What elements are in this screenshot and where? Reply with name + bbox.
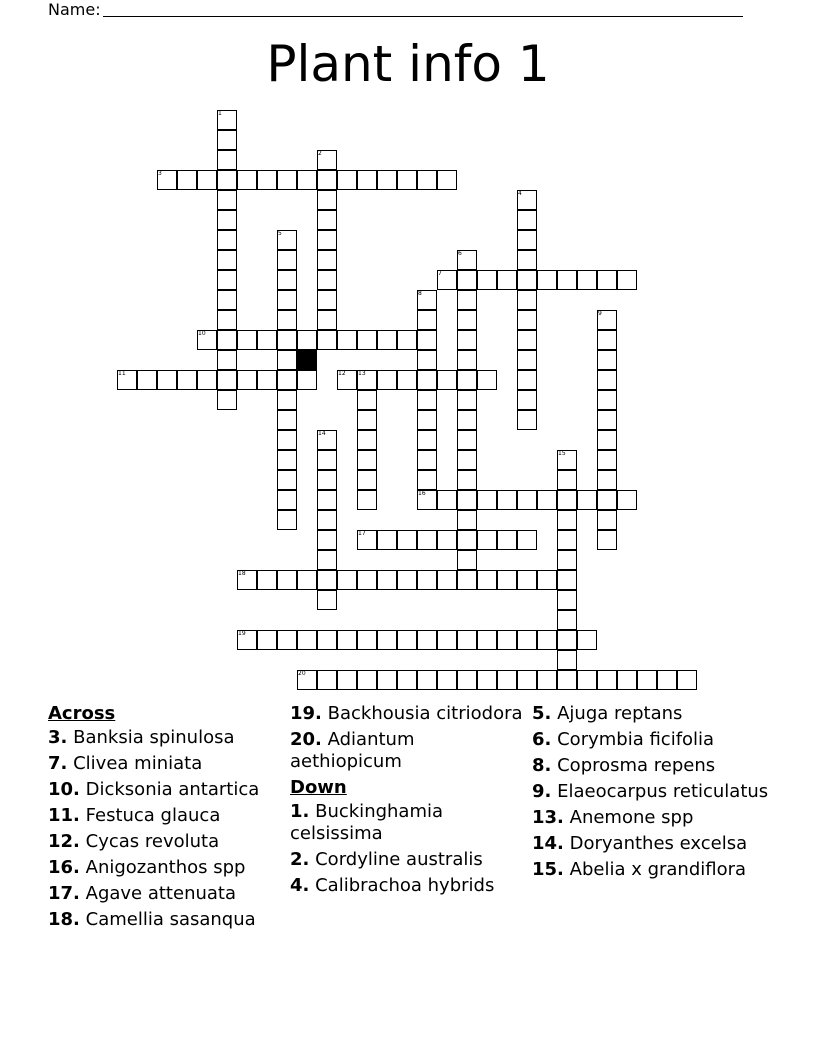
grid-cell[interactable]	[317, 530, 337, 550]
grid-cell[interactable]	[517, 570, 537, 590]
grid-cell[interactable]	[317, 490, 337, 510]
grid-cell[interactable]	[417, 530, 437, 550]
grid-cell[interactable]	[557, 570, 577, 590]
across-clue: 17. Agave attenuata	[48, 883, 236, 904]
cell-number: 9	[598, 310, 602, 317]
grid-cell[interactable]	[617, 270, 637, 290]
down-clue: 8. Coprosma repens	[532, 755, 716, 776]
grid-cell[interactable]	[317, 450, 337, 470]
grid-cell[interactable]	[217, 230, 237, 250]
grid-cell[interactable]	[397, 530, 417, 550]
grid-cell[interactable]	[517, 630, 537, 650]
grid-cell[interactable]	[597, 330, 617, 350]
grid-cell[interactable]	[677, 670, 697, 690]
grid-cell[interactable]	[477, 630, 497, 650]
across-clue: 19. Backhousia citriodora	[290, 703, 523, 724]
grid-cell[interactable]	[457, 370, 477, 390]
grid-cell[interactable]	[417, 450, 437, 470]
down-clue: 9. Elaeocarpus reticulatus	[532, 781, 769, 802]
black-cell	[297, 350, 317, 370]
cell-number: 5	[278, 230, 282, 237]
name-label: Name:	[48, 0, 101, 19]
grid-cell[interactable]	[617, 490, 637, 510]
clues-column-2	[290, 703, 530, 901]
grid-cell[interactable]	[457, 310, 477, 330]
cell-number: 19	[238, 630, 246, 637]
grid-cell[interactable]	[417, 570, 437, 590]
grid-cell[interactable]	[277, 390, 297, 410]
grid-cell[interactable]	[597, 670, 617, 690]
grid-cell[interactable]	[417, 170, 437, 190]
clues-column-1	[48, 703, 288, 935]
grid-cell[interactable]	[397, 570, 417, 590]
across-clue: 18. Camellia sasanqua	[48, 909, 256, 930]
grid-cell[interactable]	[457, 470, 477, 490]
grid-cell[interactable]	[477, 490, 497, 510]
grid-cell[interactable]	[457, 330, 477, 350]
grid-cell[interactable]	[237, 170, 257, 190]
grid-cell[interactable]	[177, 170, 197, 190]
down-heading: Down	[290, 777, 347, 798]
grid-cell[interactable]	[557, 590, 577, 610]
grid-cell[interactable]	[277, 570, 297, 590]
grid-cell[interactable]	[537, 570, 557, 590]
grid-cell[interactable]	[397, 330, 417, 350]
grid-cell[interactable]	[517, 410, 537, 430]
grid-cell[interactable]	[417, 390, 437, 410]
grid-cell[interactable]	[217, 270, 237, 290]
grid-cell[interactable]	[437, 490, 457, 510]
grid-cell[interactable]	[577, 270, 597, 290]
grid-cell[interactable]	[357, 390, 377, 410]
cell-number: 20	[298, 670, 306, 677]
grid-cell[interactable]	[417, 330, 437, 350]
grid-cell[interactable]	[157, 370, 177, 390]
grid-cell[interactable]	[377, 570, 397, 590]
grid-cell[interactable]	[557, 490, 577, 510]
cell-number: 17	[358, 530, 366, 537]
grid-cell[interactable]	[377, 630, 397, 650]
grid-cell[interactable]	[557, 270, 577, 290]
grid-cell[interactable]	[217, 350, 237, 370]
grid-cell[interactable]	[517, 390, 537, 410]
grid-cell[interactable]	[577, 630, 597, 650]
grid-cell[interactable]	[277, 250, 297, 270]
down-clue: 15. Abelia x grandiflora	[532, 859, 747, 880]
grid-cell[interactable]	[517, 370, 537, 390]
cell-number: 18	[238, 570, 246, 577]
grid-cell[interactable]	[377, 330, 397, 350]
grid-cell[interactable]	[377, 530, 397, 550]
down-clue: 2. Cordyline australis	[290, 849, 483, 870]
grid-cell[interactable]	[277, 310, 297, 330]
grid-cell[interactable]	[517, 230, 537, 250]
grid-cell[interactable]	[277, 170, 297, 190]
grid-cell[interactable]	[557, 630, 577, 650]
grid-cell[interactable]	[417, 670, 437, 690]
cell-number: 11	[118, 370, 126, 377]
grid-cell[interactable]	[537, 490, 557, 510]
grid-cell[interactable]	[277, 430, 297, 450]
grid-cell[interactable]	[437, 530, 457, 550]
grid-cell[interactable]	[597, 510, 617, 530]
grid-cell[interactable]	[297, 630, 317, 650]
down-clue: 6. Corymbia ficifolia	[532, 729, 715, 750]
grid-cell[interactable]	[437, 570, 457, 590]
grid-cell[interactable]	[437, 630, 457, 650]
across-clue: 3. Banksia spinulosa	[48, 727, 235, 748]
grid-cell[interactable]	[317, 290, 337, 310]
grid-cell[interactable]	[477, 670, 497, 690]
grid-cell[interactable]	[597, 410, 617, 430]
grid-cell[interactable]	[537, 630, 557, 650]
grid-cell[interactable]	[337, 170, 357, 190]
grid-cell[interactable]	[517, 490, 537, 510]
grid-cell[interactable]	[517, 530, 537, 550]
across-heading: Across	[48, 703, 116, 724]
grid-cell[interactable]	[557, 550, 577, 570]
grid-cell[interactable]	[237, 370, 257, 390]
grid-cell[interactable]	[257, 330, 277, 350]
grid-cell[interactable]	[497, 270, 517, 290]
grid-cell[interactable]	[597, 390, 617, 410]
grid-cell[interactable]	[577, 490, 597, 510]
grid-cell[interactable]	[497, 530, 517, 550]
grid-cell[interactable]	[277, 450, 297, 470]
cell-number: 2	[318, 150, 322, 157]
grid-cell[interactable]	[357, 670, 377, 690]
grid-cell[interactable]	[317, 170, 337, 190]
grid-cell[interactable]	[277, 270, 297, 290]
grid-cell[interactable]	[457, 490, 477, 510]
grid-cell[interactable]	[477, 570, 497, 590]
down-clue: 1. Buckinghamia celsissima	[290, 801, 444, 844]
grid-cell[interactable]	[457, 510, 477, 530]
grid-cell[interactable]	[337, 630, 357, 650]
page-title: Plant info 1	[266, 35, 550, 93]
grid-cell[interactable]	[357, 410, 377, 430]
cell-number: 12	[338, 370, 346, 377]
grid-cell[interactable]	[277, 330, 297, 350]
grid-cell[interactable]	[597, 370, 617, 390]
grid-cell[interactable]	[557, 670, 577, 690]
cell-number: 15	[558, 450, 566, 457]
grid-cell[interactable]	[517, 270, 537, 290]
grid-cell[interactable]	[317, 230, 337, 250]
grid-cell[interactable]	[317, 630, 337, 650]
grid-cell[interactable]	[357, 630, 377, 650]
grid-cell[interactable]	[457, 350, 477, 370]
grid-cell[interactable]	[217, 390, 237, 410]
grid-cell[interactable]	[557, 650, 577, 670]
grid-cell[interactable]	[597, 430, 617, 450]
grid-cell[interactable]	[517, 350, 537, 370]
grid-cell[interactable]	[317, 470, 337, 490]
grid-cell[interactable]	[337, 670, 357, 690]
grid-cell[interactable]	[537, 670, 557, 690]
grid-cell[interactable]	[377, 670, 397, 690]
grid-cell[interactable]	[497, 490, 517, 510]
grid-cell[interactable]	[437, 170, 457, 190]
grid-cell[interactable]	[417, 430, 437, 450]
grid-cell[interactable]	[377, 370, 397, 390]
grid-cell[interactable]	[477, 370, 497, 390]
grid-cell[interactable]	[317, 570, 337, 590]
grid-cell[interactable]	[297, 330, 317, 350]
grid-cell[interactable]	[257, 570, 277, 590]
grid-cell[interactable]	[417, 410, 437, 430]
grid-cell[interactable]	[517, 250, 537, 270]
grid-cell[interactable]	[457, 670, 477, 690]
grid-cell[interactable]	[557, 530, 577, 550]
across-clue: 7. Clivea miniata	[48, 753, 203, 774]
grid-cell[interactable]	[217, 370, 237, 390]
across-clue: 10. Dicksonia antartica	[48, 779, 260, 800]
grid-cell[interactable]	[397, 630, 417, 650]
grid-cell[interactable]	[297, 570, 317, 590]
grid-cell[interactable]	[397, 370, 417, 390]
grid-cell[interactable]	[517, 310, 537, 330]
grid-cell[interactable]	[457, 530, 477, 550]
grid-cell[interactable]	[577, 670, 597, 690]
grid-cell[interactable]	[317, 330, 337, 350]
grid-cell[interactable]	[457, 430, 477, 450]
cell-number: 4	[518, 190, 522, 197]
grid-cell[interactable]	[277, 470, 297, 490]
grid-cell[interactable]	[237, 330, 257, 350]
grid-cell[interactable]	[417, 370, 437, 390]
grid-cell[interactable]	[457, 550, 477, 570]
grid-cell[interactable]	[317, 270, 337, 290]
grid-cell[interactable]	[297, 170, 317, 190]
grid-cell[interactable]	[417, 630, 437, 650]
grid-cell[interactable]	[377, 170, 397, 190]
grid-cell[interactable]	[457, 270, 477, 290]
grid-cell[interactable]	[597, 490, 617, 510]
grid-cell[interactable]	[497, 570, 517, 590]
grid-cell[interactable]	[257, 170, 277, 190]
cell-number: 16	[418, 490, 426, 497]
grid-cell[interactable]	[517, 210, 537, 230]
grid-cell[interactable]	[217, 190, 237, 210]
down-clue: 14. Doryanthes excelsa	[532, 833, 748, 854]
grid-cell[interactable]	[657, 670, 677, 690]
cell-number: 8	[418, 290, 422, 297]
cell-number: 13	[358, 370, 366, 377]
grid-cell[interactable]	[457, 410, 477, 430]
down-clue: 4. Calibrachoa hybrids	[290, 875, 495, 896]
grid-cell[interactable]	[597, 270, 617, 290]
grid-cell[interactable]	[317, 190, 337, 210]
cell-number: 10	[198, 330, 206, 337]
grid-cell[interactable]	[277, 290, 297, 310]
grid-cell[interactable]	[217, 330, 237, 350]
across-clue: 11. Festuca glauca	[48, 805, 221, 826]
grid-cell[interactable]	[217, 310, 237, 330]
grid-cell[interactable]	[597, 350, 617, 370]
across-clue: 12. Cycas revoluta	[48, 831, 220, 852]
grid-cell[interactable]	[437, 670, 457, 690]
grid-cell[interactable]	[357, 570, 377, 590]
grid-cell[interactable]	[517, 330, 537, 350]
grid-cell[interactable]	[337, 330, 357, 350]
cell-number: 1	[218, 110, 222, 117]
grid-cell[interactable]	[597, 470, 617, 490]
grid-cell[interactable]	[457, 630, 477, 650]
grid-cell[interactable]	[277, 370, 297, 390]
cell-number: 14	[318, 430, 326, 437]
grid-cell[interactable]	[537, 270, 557, 290]
grid-cell[interactable]	[197, 170, 217, 190]
grid-cell[interactable]	[277, 490, 297, 510]
grid-cell[interactable]	[597, 530, 617, 550]
grid-cell[interactable]	[597, 450, 617, 470]
grid-cell[interactable]	[217, 130, 237, 150]
grid-cell[interactable]	[277, 510, 297, 530]
grid-cell[interactable]	[557, 470, 577, 490]
grid-cell[interactable]	[217, 150, 237, 170]
grid-cell[interactable]	[217, 170, 237, 190]
grid-cell[interactable]	[397, 670, 417, 690]
grid-cell[interactable]	[417, 350, 437, 370]
grid-cell[interactable]	[477, 270, 497, 290]
grid-cell[interactable]	[457, 570, 477, 590]
grid-cell[interactable]	[357, 430, 377, 450]
grid-cell[interactable]	[357, 490, 377, 510]
grid-cell[interactable]	[457, 390, 477, 410]
grid-cell[interactable]	[317, 510, 337, 530]
grid-cell[interactable]	[297, 370, 317, 390]
clues-column-3	[532, 703, 772, 885]
grid-cell[interactable]	[517, 290, 537, 310]
across-clue: 20. Adiantum aethiopicum	[290, 729, 415, 772]
grid-cell[interactable]	[317, 590, 337, 610]
cell-number: 7	[438, 270, 442, 277]
grid-cell[interactable]	[497, 630, 517, 650]
grid-cell[interactable]	[517, 670, 537, 690]
grid-cell[interactable]	[277, 350, 297, 370]
grid-cell[interactable]	[457, 450, 477, 470]
grid-cell[interactable]	[217, 210, 237, 230]
grid-cell[interactable]	[197, 370, 217, 390]
grid-cell[interactable]	[417, 470, 437, 490]
down-clue: 5. Ajuga reptans	[532, 703, 683, 724]
grid-cell[interactable]	[437, 370, 457, 390]
grid-cell[interactable]	[557, 510, 577, 530]
grid-cell[interactable]	[277, 630, 297, 650]
grid-cell[interactable]	[357, 470, 377, 490]
cell-number: 3	[158, 170, 162, 177]
grid-cell[interactable]	[317, 550, 337, 570]
grid-cell[interactable]	[277, 410, 297, 430]
grid-cell[interactable]	[617, 670, 637, 690]
grid-cell[interactable]	[417, 310, 437, 330]
down-clue: 13. Anemone spp	[532, 807, 694, 828]
grid-cell[interactable]	[257, 630, 277, 650]
grid-cell[interactable]	[217, 290, 237, 310]
grid-cell[interactable]	[317, 310, 337, 330]
grid-cell[interactable]	[357, 450, 377, 470]
grid-cell[interactable]	[357, 330, 377, 350]
across-clue: 16. Anigozanthos spp	[48, 857, 246, 878]
grid-cell[interactable]	[177, 370, 197, 390]
grid-cell[interactable]	[477, 530, 497, 550]
grid-cell[interactable]	[637, 670, 657, 690]
grid-cell[interactable]	[557, 610, 577, 630]
grid-cell[interactable]	[497, 670, 517, 690]
grid-cell[interactable]	[357, 170, 377, 190]
grid-cell[interactable]	[317, 670, 337, 690]
grid-cell[interactable]	[317, 250, 337, 270]
grid-cell[interactable]	[317, 210, 337, 230]
cell-number: 6	[458, 250, 462, 257]
grid-cell[interactable]	[397, 170, 417, 190]
grid-cell[interactable]	[217, 250, 237, 270]
grid-cell[interactable]	[137, 370, 157, 390]
grid-cell[interactable]	[257, 370, 277, 390]
grid-cell[interactable]	[457, 290, 477, 310]
grid-cell[interactable]	[337, 570, 357, 590]
